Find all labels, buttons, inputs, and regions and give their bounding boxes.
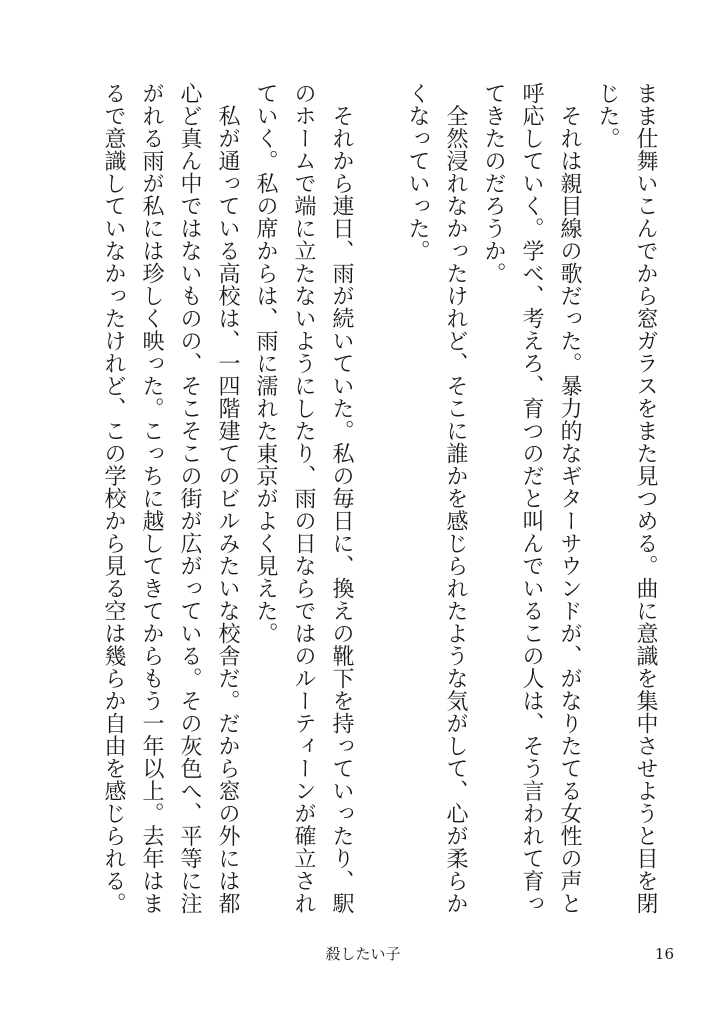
text-column: がれる雨が私には珍しく映った。こっちに越してきてからもう一年以上。去年はま	[139, 82, 164, 915]
text-column: 心ど真ん中ではないものの、そこそこの街が広がっている。その灰色へ、平等に注	[177, 82, 202, 915]
text-column: くなっていった。	[405, 82, 430, 262]
text-column: ていく。私の席からは、雨に濡れた東京がよく見えた。	[253, 82, 278, 645]
text-column: 私が通っている高校は、一四階建てのビルみたいな校舎だ。だから窓の外には都	[215, 82, 240, 915]
text-column: それから連日、雨が続いていた。私の毎日に、換えの靴下を持っていったり、駅	[329, 82, 354, 915]
text-column: 呼応していく。学べ、考えろ、育つのだと叫んでいるこの人は、そう言われて育っ	[519, 82, 544, 915]
text-column: 全然浸れなかったけれど、そこに誰かを感じられたような気がして、心が柔らか	[443, 82, 468, 915]
page-number: 16	[654, 945, 674, 963]
text-column: のホームで端に立たないようにしたり、雨の日ならではのルーティーンが確立され	[291, 82, 316, 915]
text-column: てきたのだろうか。	[481, 82, 506, 285]
footer-book-title: 殺したい子	[325, 945, 401, 963]
text-column: じた。	[595, 82, 620, 150]
text-column: るで意識していなかったけれど、この学校から見る空は幾らか自由を感じられる。	[101, 82, 126, 915]
text-column: それは親目線の歌だった。暴力的なギターサウンドが、がなりたてる女性の声と	[557, 82, 582, 915]
text-column: まま仕舞いこんでから窓ガラスをまた見つめる。曲に意識を集中させようと目を閉	[633, 82, 658, 915]
